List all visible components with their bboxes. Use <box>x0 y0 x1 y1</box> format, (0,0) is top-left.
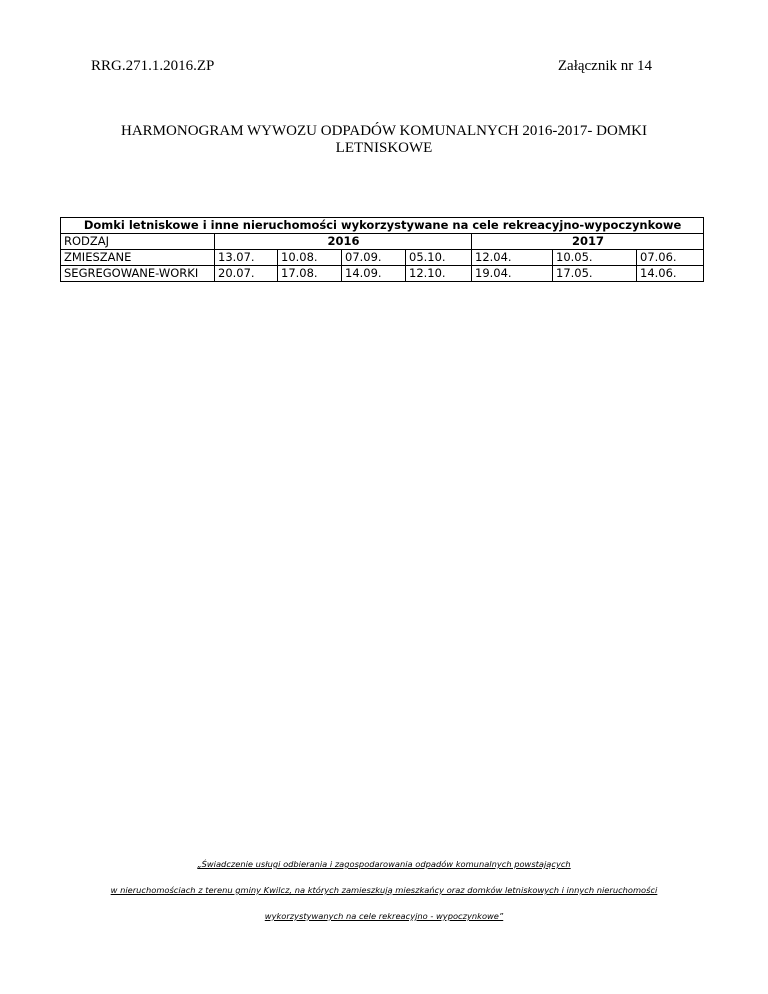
year-2017-header: 2017 <box>472 234 704 250</box>
date-cell: 20.07. <box>215 266 278 282</box>
date-cell: 12.04. <box>472 250 553 266</box>
footer-line-2: w nieruchomościach z terenu gminy Kwilcz, na których zamieszkują mieszkańcy oraz domków letniskowych i innych nieruchomości <box>110 885 658 895</box>
reference-number: RRG.271.1.2016.ZP <box>91 58 215 74</box>
date-cell: 17.05. <box>553 266 637 282</box>
date-cell: 19.04. <box>472 266 553 282</box>
footer-line-3: wykorzystywanych na cele rekreacyjno - wypoczynkowe” <box>264 911 504 921</box>
date-cell: 10.05. <box>553 250 637 266</box>
year-2016-header: 2016 <box>215 234 472 250</box>
date-cell: 10.08. <box>278 250 342 266</box>
row-label: SEGREGOWANE-WORKI <box>61 266 215 282</box>
date-cell: 13.07. <box>215 250 278 266</box>
document-title <box>60 123 708 157</box>
collection-schedule-table <box>60 217 704 282</box>
table-caption: Domki letniskowe i inne nieruchomości wykorzystywane na cele rekreacyjno-wypoczynkowe <box>61 218 704 234</box>
table-caption-row <box>61 218 704 234</box>
date-cell: 17.08. <box>278 266 342 282</box>
footer-line-1: „Świadczenie usługi odbierania i zagospodarowania odpadów komunalnych powstających <box>197 859 571 869</box>
attachment-label: Załącznik nr 14 <box>557 58 652 74</box>
title-line-2: LETNISKOWE <box>335 140 433 156</box>
date-cell: 07.09. <box>342 250 406 266</box>
date-cell: 12.10. <box>406 266 472 282</box>
date-cell: 07.06. <box>637 250 704 266</box>
date-cell: 05.10. <box>406 250 472 266</box>
date-cell: 14.06. <box>637 266 704 282</box>
title-line-1: HARMONOGRAM WYWOZU ODPADÓW KOMUNALNYCH 2016-2017- DOMKI <box>121 123 647 139</box>
table-row <box>61 250 704 266</box>
date-cell: 14.09. <box>342 266 406 282</box>
table-row <box>61 266 704 282</box>
type-header: RODZAJ <box>61 234 215 250</box>
row-label: ZMIESZANE <box>61 250 215 266</box>
table-header-row <box>61 234 704 250</box>
